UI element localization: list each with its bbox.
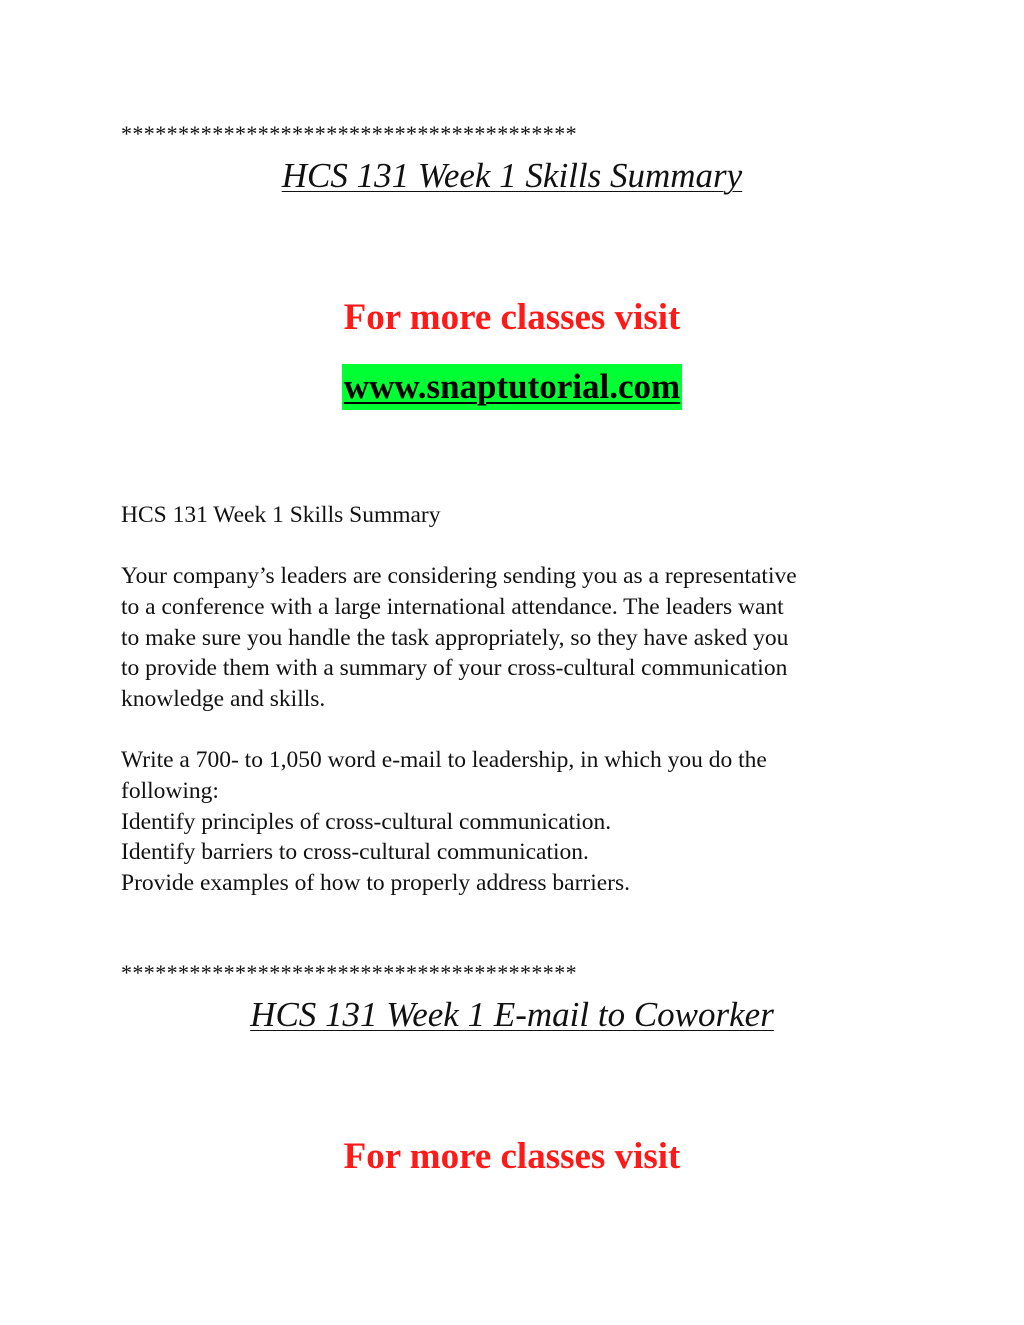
section1-title: HCS 131 Week 1 Skills Summary	[281, 156, 743, 195]
section1-link-wrap	[0, 364, 1024, 410]
paragraph2-line: Identify barriers to cross-cultural communication.	[121, 839, 589, 866]
paragraph1-line: to a conference with a large international attendance. The leaders want	[121, 593, 784, 620]
snaptutorial-link[interactable]: www.snaptutorial.com	[342, 364, 682, 410]
paragraph1-line: knowledge and skills.	[121, 686, 326, 713]
section1-star-divider: ****************************************	[121, 121, 577, 146]
section2-visit-text: For more classes visit	[343, 1136, 681, 1177]
section1-subtitle: HCS 131 Week 1 Skills Summary	[121, 502, 441, 528]
paragraph2-line: following:	[121, 777, 219, 804]
paragraph1-line: Your company’s leaders are considering sending you as a representative	[121, 563, 797, 589]
section2-title: HCS 131 Week 1 E-mail to Coworker	[250, 995, 774, 1034]
paragraph1-line: to make sure you handle the task appropriately, so they have asked you	[121, 624, 789, 651]
paragraph2-line: Identify principles of cross-cultural communication.	[121, 808, 612, 835]
paragraph2-line: Write a 700- to 1,050 word e-mail to leadership, in which you do the	[121, 747, 767, 773]
section1-paragraph1	[121, 561, 921, 715]
section1-visit-text: For more classes visit	[343, 297, 681, 338]
paragraph2-line: Provide examples of how to properly address barriers.	[121, 870, 631, 897]
section2-star-divider: ****************************************	[121, 960, 577, 985]
section1-paragraph2	[121, 745, 921, 899]
paragraph1-line: to provide them with a summary of your cross-cultural communication	[121, 655, 788, 682]
